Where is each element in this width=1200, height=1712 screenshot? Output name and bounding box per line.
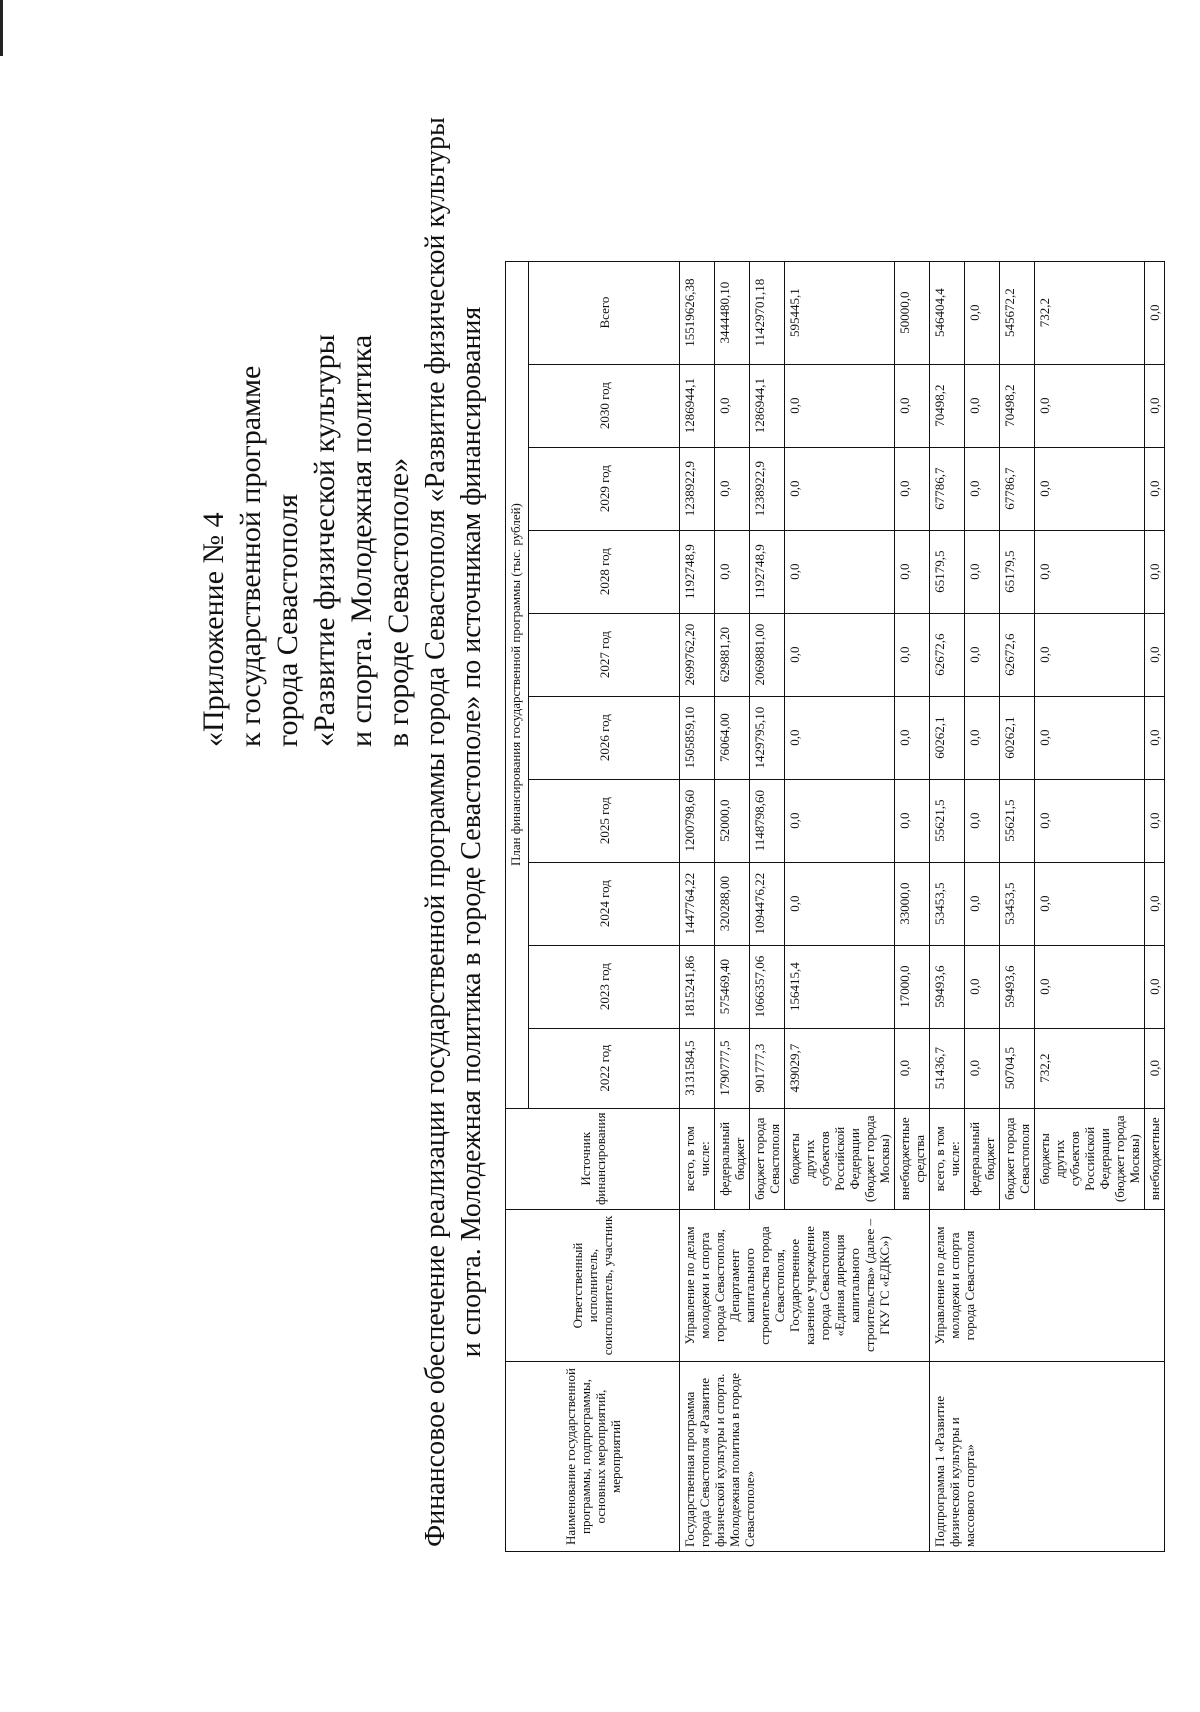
year-value-cell: 0,0 xyxy=(785,862,895,945)
appendix-line: «Развитие физической культуры xyxy=(308,334,341,747)
appendix-line: «Приложение № 4 xyxy=(197,512,230,747)
header-year: 2026 год xyxy=(529,696,680,779)
funding-source-cell: бюджет города Севастополя xyxy=(750,1108,785,1209)
year-value-cell: 1790777,5 xyxy=(715,1028,750,1108)
year-value-cell: 156415,4 xyxy=(785,945,895,1028)
total-value-cell: 732,2 xyxy=(1035,261,1145,364)
year-value-cell: 60262,1 xyxy=(1000,696,1035,779)
year-value-cell: 62672,6 xyxy=(1000,613,1035,696)
year-value-cell: 1200798,60 xyxy=(680,779,715,862)
year-value-cell: 0,0 xyxy=(715,364,750,447)
year-value-cell: 0,0 xyxy=(965,613,1000,696)
year-value-cell: 53453,5 xyxy=(930,862,965,945)
header-total: Всего xyxy=(529,261,680,364)
document-title xyxy=(418,52,490,1612)
year-value-cell: 0,0 xyxy=(895,613,930,696)
year-value-cell: 51436,7 xyxy=(930,1028,965,1108)
header-year: 2028 год xyxy=(529,530,680,613)
year-value-cell: 1192748,9 xyxy=(680,530,715,613)
year-value-cell: 0,0 xyxy=(965,1028,1000,1108)
year-value-cell: 55621,5 xyxy=(1000,779,1035,862)
year-value-cell: 0,0 xyxy=(1035,447,1145,530)
total-value-cell: 50000,0 xyxy=(895,261,930,364)
year-value-cell: 0,0 xyxy=(1035,779,1145,862)
funding-source-cell: внебюджетные xyxy=(1145,1108,1165,1209)
year-value-cell: 67786,7 xyxy=(1000,447,1035,530)
year-value-cell: 1429795,10 xyxy=(750,696,785,779)
year-value-cell: 0,0 xyxy=(1035,862,1145,945)
header-year: 2025 год xyxy=(529,779,680,862)
year-value-cell: 0,0 xyxy=(895,779,930,862)
year-value-cell: 0,0 xyxy=(965,696,1000,779)
year-value-cell: 0,0 xyxy=(715,530,750,613)
year-value-cell: 0,0 xyxy=(785,613,895,696)
year-value-cell: 1238922,9 xyxy=(750,447,785,530)
funding-source-cell: бюджет города Севастополя xyxy=(1000,1108,1035,1209)
header-plan: План финансирования государственной программы (тыс. рублей) xyxy=(506,261,529,1108)
year-value-cell: 1066357,06 xyxy=(750,945,785,1028)
year-value-cell: 53453,5 xyxy=(1000,862,1035,945)
header-year: 2027 год xyxy=(529,613,680,696)
year-value-cell: 67786,7 xyxy=(930,447,965,530)
year-value-cell: 70498,2 xyxy=(930,364,965,447)
appendix-line: и спорта. Молодежная политика xyxy=(345,334,378,747)
financing-table xyxy=(505,261,1165,1552)
total-value-cell: 15519626,38 xyxy=(680,261,715,364)
year-value-cell: 0,0 xyxy=(1145,613,1165,696)
year-value-cell: 0,0 xyxy=(965,945,1000,1028)
year-value-cell: 732,2 xyxy=(1035,1028,1145,1108)
header-source: Источник финансирования xyxy=(506,1108,680,1209)
year-value-cell: 1286944,1 xyxy=(750,364,785,447)
header-name: Наименование государственной программы, подпрограммы, основных мероприятий, мероприятий xyxy=(506,1362,680,1552)
year-value-cell: 0,0 xyxy=(1035,530,1145,613)
year-value-cell: 0,0 xyxy=(1145,779,1165,862)
year-value-cell: 1286944,1 xyxy=(680,364,715,447)
table-header-row xyxy=(506,261,529,1551)
total-value-cell: 3444480,10 xyxy=(715,261,750,364)
executor-cell: Управление по делам молодежи и спорта города Севастополя, Департамент капитального строительства города Севастополя, Государственное казенное учреждение города Севастополя «Единая дирекция капитального строительства» (далее – ГКУ ГС «ЕДКС») xyxy=(680,1210,930,1362)
header-year: 2029 год xyxy=(529,447,680,530)
year-value-cell: 0,0 xyxy=(1145,364,1165,447)
year-value-cell: 439029,7 xyxy=(785,1028,895,1108)
year-value-cell: 0,0 xyxy=(965,364,1000,447)
document-title-line: Финансовое обеспечение реализации государственной программы города Севастополя «Развитие физической культуры xyxy=(420,117,451,1547)
table-row xyxy=(930,261,965,1551)
year-value-cell: 1815241,86 xyxy=(680,945,715,1028)
total-value-cell: 0,0 xyxy=(1145,261,1165,364)
year-value-cell: 629881,20 xyxy=(715,613,750,696)
header-year: 2023 год xyxy=(529,945,680,1028)
year-value-cell: 0,0 xyxy=(1035,364,1145,447)
year-value-cell: 2699762,20 xyxy=(680,613,715,696)
year-value-cell: 0,0 xyxy=(895,1028,930,1108)
year-value-cell: 0,0 xyxy=(965,862,1000,945)
year-value-cell: 0,0 xyxy=(1145,862,1165,945)
year-value-cell: 575469,40 xyxy=(715,945,750,1028)
funding-source-cell: бюджеты других субъектов Российской Федерации (бюджет города Москвы) xyxy=(1035,1108,1145,1209)
funding-source-cell: федеральный бюджет xyxy=(715,1108,750,1209)
appendix-line: города Севастополя xyxy=(271,493,304,747)
appendix-header xyxy=(195,107,417,747)
total-value-cell: 11429701,18 xyxy=(750,261,785,364)
year-value-cell: 65179,5 xyxy=(1000,530,1035,613)
year-value-cell: 33000,0 xyxy=(895,862,930,945)
year-value-cell: 0,0 xyxy=(1145,696,1165,779)
year-value-cell: 2069881,00 xyxy=(750,613,785,696)
year-value-cell: 0,0 xyxy=(1145,1028,1165,1108)
year-value-cell: 0,0 xyxy=(785,447,895,530)
year-value-cell: 60262,1 xyxy=(930,696,965,779)
year-value-cell: 0,0 xyxy=(895,696,930,779)
year-value-cell: 59493,6 xyxy=(1000,945,1035,1028)
appendix-line: к государственной программе xyxy=(234,365,267,747)
year-value-cell: 0,0 xyxy=(785,696,895,779)
year-value-cell: 70498,2 xyxy=(1000,364,1035,447)
year-value-cell: 901777,3 xyxy=(750,1028,785,1108)
funding-source-cell: внебюджетные средства xyxy=(895,1108,930,1209)
year-value-cell: 3131584,5 xyxy=(680,1028,715,1108)
total-value-cell: 546404,4 xyxy=(930,261,965,364)
year-value-cell: 1148798,60 xyxy=(750,779,785,862)
year-value-cell: 1447764,22 xyxy=(680,862,715,945)
year-value-cell: 1094476,22 xyxy=(750,862,785,945)
year-value-cell: 0,0 xyxy=(1145,447,1165,530)
year-value-cell: 0,0 xyxy=(895,530,930,613)
executor-cell: Управление по делам молодежи и спорта города Севастополя xyxy=(930,1210,1165,1362)
year-value-cell: 62672,6 xyxy=(930,613,965,696)
year-value-cell: 17000,0 xyxy=(895,945,930,1028)
header-year: 2022 год xyxy=(529,1028,680,1108)
year-value-cell: 0,0 xyxy=(1035,613,1145,696)
year-value-cell: 52000,0 xyxy=(715,779,750,862)
program-name-cell: Подпрограмма 1 «Развитие физической культуры и массового спорта» xyxy=(930,1362,1165,1552)
year-value-cell: 65179,5 xyxy=(930,530,965,613)
year-value-cell: 0,0 xyxy=(785,364,895,447)
year-value-cell: 1192748,9 xyxy=(750,530,785,613)
funding-source-cell: всего, в том числе: xyxy=(680,1108,715,1209)
year-value-cell: 76064,00 xyxy=(715,696,750,779)
year-value-cell: 0,0 xyxy=(785,530,895,613)
year-value-cell: 0,0 xyxy=(715,447,750,530)
year-value-cell: 320288,00 xyxy=(715,862,750,945)
year-value-cell: 55621,5 xyxy=(930,779,965,862)
table-row xyxy=(680,261,715,1551)
year-value-cell: 59493,6 xyxy=(930,945,965,1028)
document-title-line: и спорта. Молодежная политика в городе Севастополе» по источникам финансирования xyxy=(456,306,487,1358)
header-executor: Ответственный исполнитель, соисполнитель, участник xyxy=(506,1210,680,1362)
year-value-cell: 0,0 xyxy=(895,447,930,530)
funding-source-cell: всего, в том числе: xyxy=(930,1108,965,1209)
year-value-cell: 1238922,9 xyxy=(680,447,715,530)
year-value-cell: 50704,5 xyxy=(1000,1028,1035,1108)
year-value-cell: 0,0 xyxy=(965,447,1000,530)
program-name-cell: Государственная программа города Севастополя «Развитие физической культуры и спорта. Молодежная политика в городе Севастополе» xyxy=(680,1362,930,1552)
funding-source-cell: бюджеты других субъектов Российской Федерации (бюджет города Москвы) xyxy=(785,1108,895,1209)
year-value-cell: 1505859,10 xyxy=(680,696,715,779)
year-value-cell: 0,0 xyxy=(1145,945,1165,1028)
header-year: 2024 год xyxy=(529,862,680,945)
total-value-cell: 545672,2 xyxy=(1000,261,1035,364)
year-value-cell: 0,0 xyxy=(1145,530,1165,613)
year-value-cell: 0,0 xyxy=(1035,696,1145,779)
appendix-line: в городе Севастополе» xyxy=(382,457,415,747)
funding-source-cell: федеральный бюджет xyxy=(965,1108,1000,1209)
header-year: 2030 год xyxy=(529,364,680,447)
total-value-cell: 595445,1 xyxy=(785,261,895,364)
year-value-cell: 0,0 xyxy=(895,364,930,447)
year-value-cell: 0,0 xyxy=(965,530,1000,613)
year-value-cell: 0,0 xyxy=(1035,945,1145,1028)
year-value-cell: 0,0 xyxy=(965,779,1000,862)
year-value-cell: 0,0 xyxy=(785,779,895,862)
total-value-cell: 0,0 xyxy=(965,261,1000,364)
